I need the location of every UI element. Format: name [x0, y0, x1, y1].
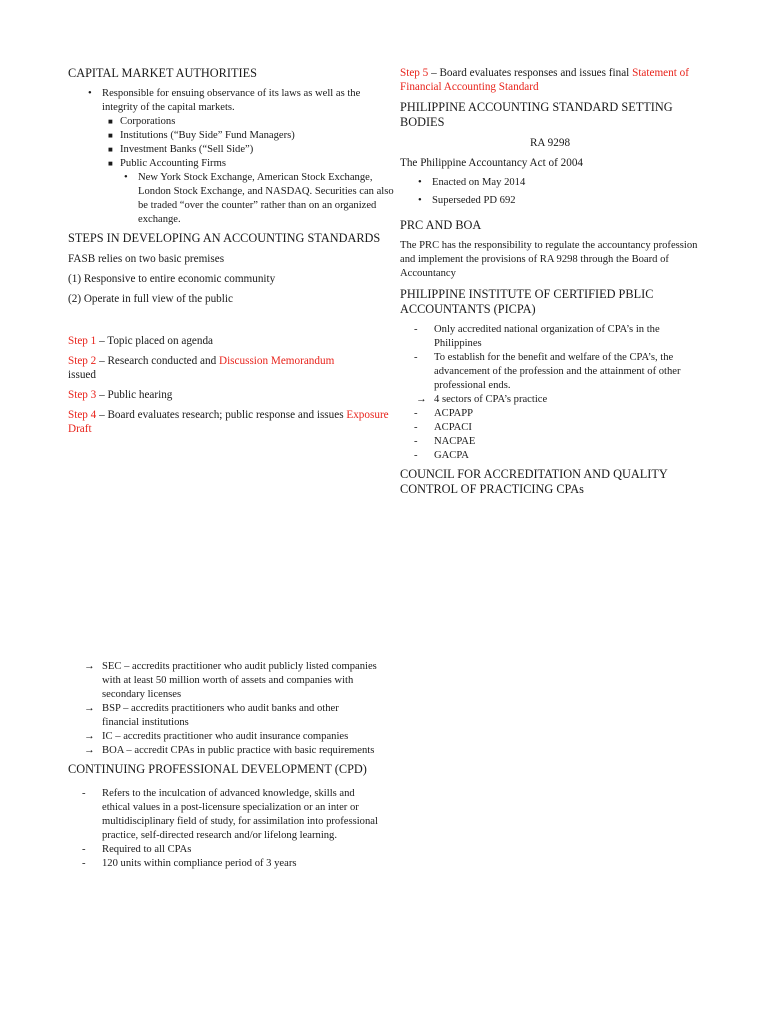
list-item: ■ Institutions (“Buy Side” Fund Managers) [108, 130, 295, 141]
list-item: → IC – accredits practitioner who audit insurance companies [84, 731, 349, 742]
list-item: ■ Corporations [108, 116, 176, 127]
list-item: - Only accredited national organization of CPA’s in the Philippines [414, 324, 660, 349]
list-item: - Required to all CPAs [82, 844, 192, 855]
dash-icon: - [82, 844, 86, 855]
list-item: → SEC – accredits practitioner who audit publicly listed companies with at least 50 million worth of assets and companies with secondary licenses [84, 661, 377, 700]
picpa-heading: PHILIPPINE INSTITUTE OF CERTIFIED PBLIC ACCOUNTANTS (PICPA) [400, 287, 654, 316]
list-item: ■ Public Accounting Firms [108, 158, 226, 169]
capital-market-heading: CAPITAL MARKET AUTHORITIES [68, 66, 257, 80]
list-item: - ACPAPP [414, 408, 474, 419]
dash-icon: - [82, 858, 86, 869]
ra-bullets [414, 176, 700, 208]
list-item: - Refers to the inculcation of advanced knowledge, skills and ethical values in a post-licensure specialization or an inter or multidisciplinary field of study, for assimilation into professional practice, self-directed research and/or lifelong learning. [82, 788, 378, 841]
steps-heading: STEPS IN DEVELOPING AN ACCOUNTING STANDARDS [68, 231, 381, 245]
arrow-right-icon: → [84, 731, 95, 742]
dash-icon: - [414, 450, 418, 461]
list-item: ■ Investment Banks (“Sell Side”) [108, 144, 254, 155]
step-2: Step 2 – Research conducted and Discussion Memorandum issued [68, 355, 335, 381]
list-item: → 4 sectors of CPA’s practice [416, 394, 548, 405]
sector-items [400, 407, 700, 463]
step-4: Step 4 – Board evaluates research; public response and issues Exposure Draft [68, 409, 389, 435]
list-item: - ACPACI [414, 422, 472, 433]
square-bullet-icon: ■ [108, 131, 113, 140]
bullet-icon: • [418, 195, 422, 206]
bullet-icon: • [88, 88, 92, 99]
dash-icon: - [414, 324, 418, 335]
list-item: • New York Stock Exchange, American Stock Exchange, London Stock Exchange, and NASDAQ. Securities can also be traded “over the counter” rather than on an organized exchange. [124, 172, 394, 225]
bottom-section [68, 660, 378, 871]
square-bullet-icon: ■ [108, 117, 113, 126]
dash-icon: - [82, 788, 86, 799]
ra-title: The Philippine Accountancy Act of 2004 [400, 157, 584, 169]
list-item: → BOA – accredit CPAs in public practice with basic requirements [84, 745, 375, 756]
step-1: Step 1 – Topic placed on agenda [68, 335, 214, 347]
dash-icon: - [414, 352, 418, 363]
left-column [68, 66, 398, 442]
sectors-list [400, 393, 700, 407]
prc-boa-heading: PRC AND BOA [400, 218, 482, 232]
capital-sub-bullets [102, 115, 398, 171]
premise-1: (1) Responsive to entire economic community [68, 273, 276, 285]
square-bullet-icon: ■ [108, 145, 113, 154]
list-item: - 120 units within compliance period of 3 years [82, 858, 297, 869]
step-3: Step 3 – Public hearing [68, 389, 173, 401]
premise-2: (2) Operate in full view of the public [68, 293, 233, 305]
picpa-list [400, 323, 700, 393]
list-item: • Responsible for ensuing observance of its laws as well as the integrity of the capital markets. [88, 88, 361, 113]
dash-icon: - [414, 436, 418, 447]
prc-text: The PRC has the responsibility to regulate the accountancy profession and implement the provisions of RA 9298 through the Board of Accountancy [400, 240, 698, 279]
arrow-right-icon: → [84, 661, 95, 672]
list-item: - NACPAE [414, 436, 476, 447]
dash-icon: - [414, 408, 418, 419]
philippine-bodies-heading: PHILIPPINE ACCOUNTING STANDARD SETTING BODIES [400, 100, 673, 129]
cpd-heading: CONTINUING PROFESSIONAL DEVELOPMENT (CPD) [68, 762, 367, 776]
right-column [400, 66, 700, 503]
list-item: • Enacted on May 2014 [418, 177, 526, 188]
dash-icon: - [414, 422, 418, 433]
council-heading: COUNCIL FOR ACCREDITATION AND QUALITY CONTROL OF PRACTICING CPAs [400, 467, 668, 496]
step-5: Step 5 – Board evaluates responses and issues final Statement of Financial Accounting Standard [400, 67, 689, 93]
list-item: - GACPA [414, 450, 469, 461]
square-bullet-icon: ■ [108, 159, 113, 168]
arrow-right-icon: → [416, 394, 427, 405]
fasb-text: FASB relies on two basic premises [68, 253, 225, 265]
arrow-right-icon: → [84, 703, 95, 714]
bullet-icon: • [418, 177, 422, 188]
bullet-icon: • [124, 172, 128, 183]
arrow-right-icon: → [84, 745, 95, 756]
list-item: - To establish for the benefit and welfare of the CPA’s, the advancement of the profession and the attainment of other professional ends. [414, 352, 681, 391]
cpd-list [68, 787, 378, 871]
ra-heading: RA 9298 [529, 137, 571, 149]
capital-bullets [68, 87, 398, 115]
accreditation-list [68, 660, 378, 758]
list-item: → BSP – accredits practitioners who audit banks and other financial institutions [84, 703, 339, 728]
exchange-bullets [120, 171, 398, 227]
list-item: • Superseded PD 692 [418, 195, 516, 206]
